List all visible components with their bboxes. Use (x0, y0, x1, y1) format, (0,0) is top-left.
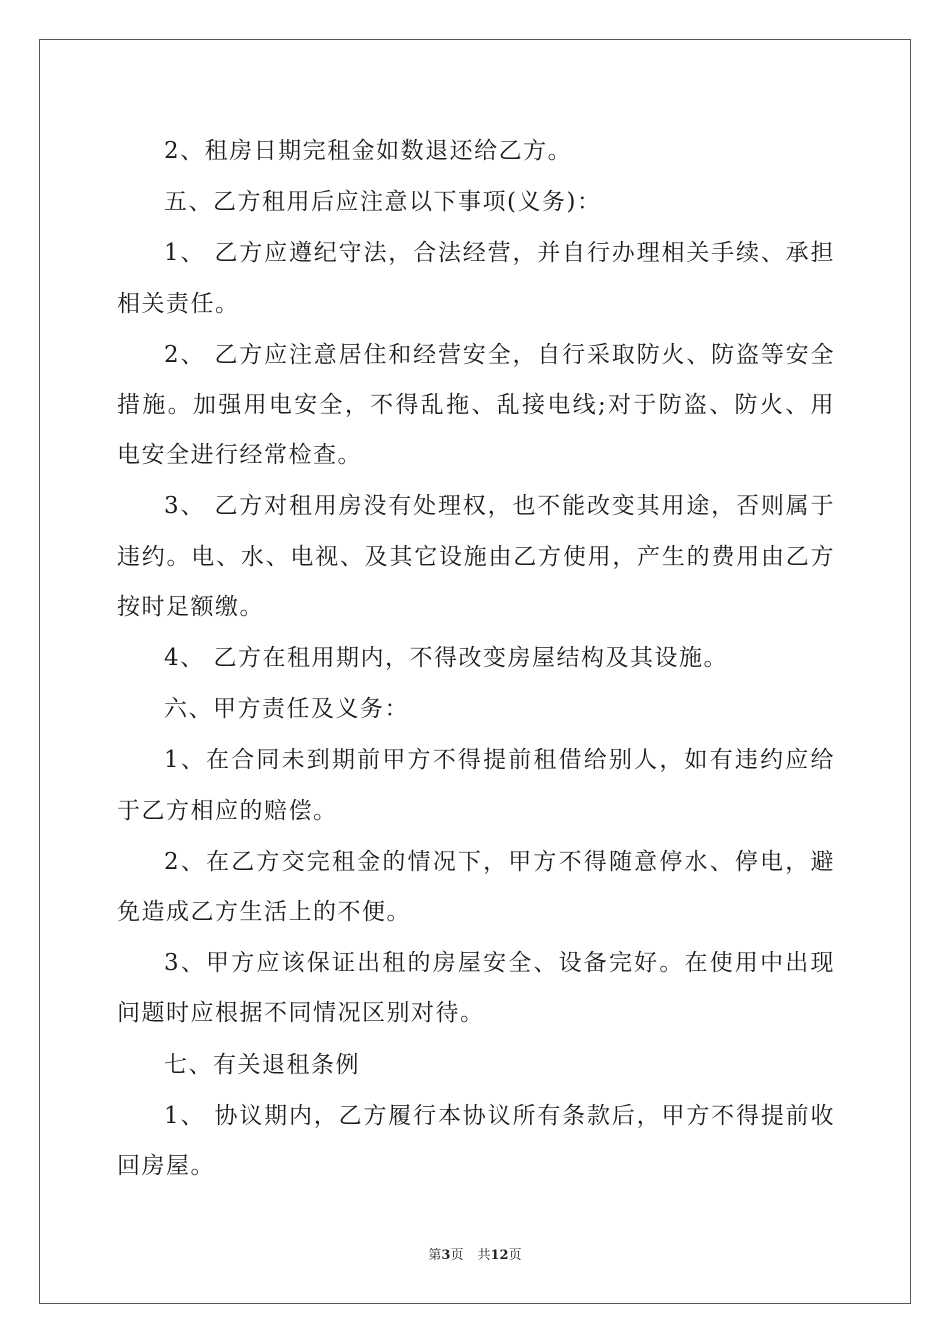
footer-total-prefix: 共 (477, 1248, 491, 1263)
paragraph-utilities: 2、在乙方交完租金的情况下，甲方不得随意停水、停电，避免造成乙方生活上的不便。 (117, 848, 835, 926)
document-body (117, 126, 835, 1192)
heading-section-six: 六、甲方责任及义务： (164, 696, 409, 723)
paragraph-safety: 2、 乙方应注意居住和经营安全，自行采取防火、防盗等安全措施。加强用电安全，不得乱拖、乱接电线;对于防盗、防火、用电安全进行经常检查。 (117, 341, 835, 469)
paragraph-house-safety: 3、甲方应该保证出租的房屋安全、设备完好。在使用中出现问题时应根据不同情况区别对待。 (117, 950, 835, 1027)
paragraph-no-sublet: 1、在合同未到期前甲方不得提前租借给别人，如有违约应给于乙方相应的赔偿。 (117, 747, 835, 824)
paragraph-no-early-recall: 1、 协议期内，乙方履行本协议所有条款后，甲方不得提前收回房屋。 (117, 1102, 835, 1180)
footer-page-suffix: 页 (450, 1248, 464, 1263)
heading-section-five: 五、乙方租用后应注意以下事项(义务)： (164, 189, 602, 216)
heading-section-seven: 七、有关退租条例 (164, 1051, 360, 1078)
paragraph-structure: 4、 乙方在租用期内，不得改变房屋结构及其设施。 (164, 645, 728, 672)
paragraph-usage: 3、 乙方对租用房没有处理权，也不能改变其用途，否则属于违约。电、水、电视、及其它设施由乙方使用，产生的费用由乙方按时足额缴。 (117, 493, 835, 620)
page-footer (0, 1247, 950, 1265)
footer-total-suffix: 页 (508, 1248, 522, 1263)
footer-total-number: 12 (490, 1248, 509, 1263)
footer-page-number: 3 (441, 1248, 451, 1263)
paragraph-obey-law: 1、 乙方应遵纪守法，合法经营，并自行办理相关手续、承担相关责任。 (117, 240, 835, 317)
footer-page-prefix: 第 (428, 1248, 442, 1263)
paragraph-refund: 2、租房日期完租金如数退还给乙方。 (164, 138, 573, 164)
